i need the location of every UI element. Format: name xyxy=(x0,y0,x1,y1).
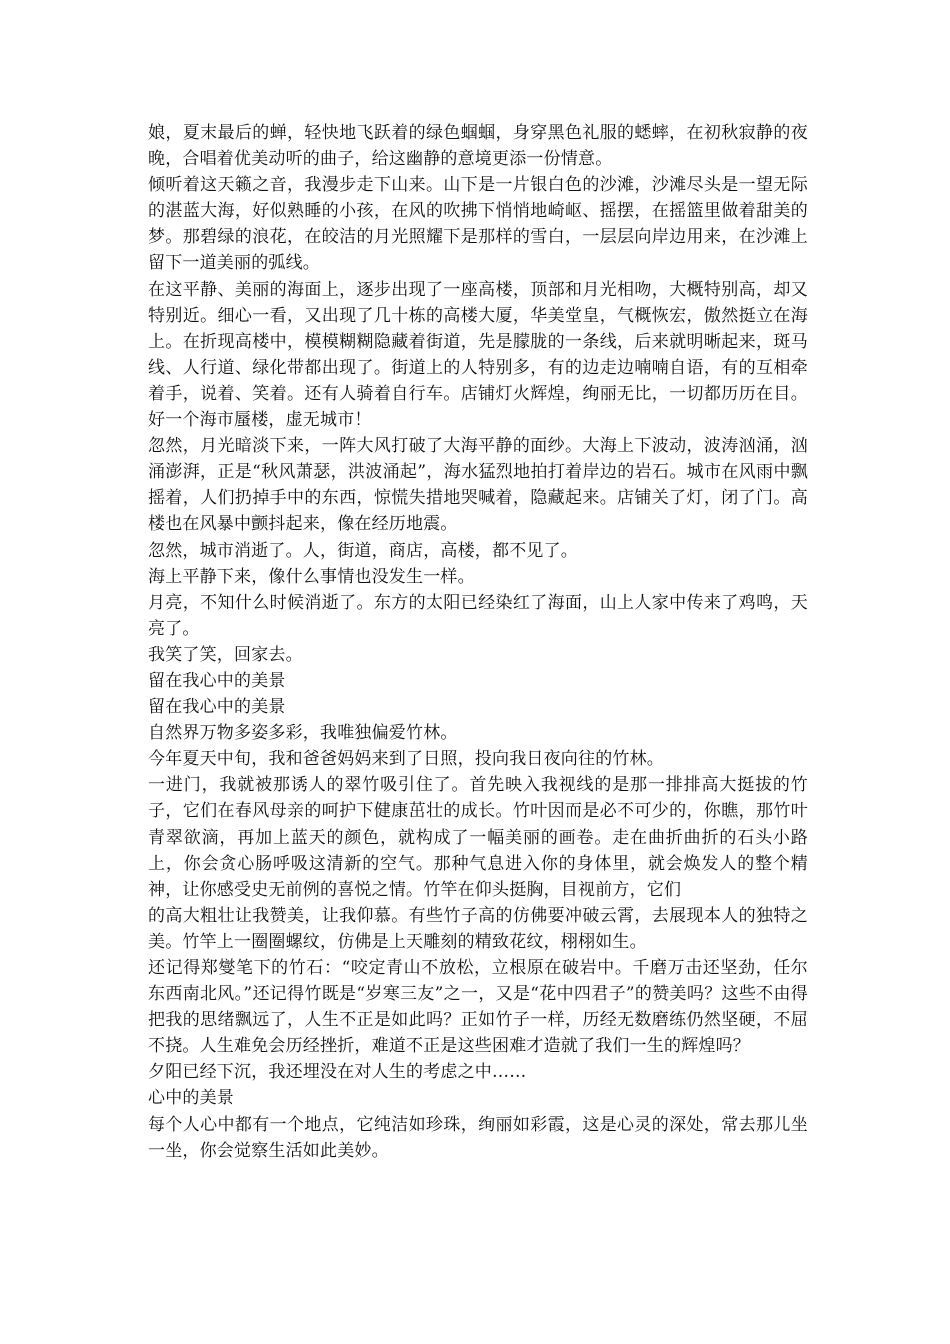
paragraph-dawn: 月亮，不知什么时候消逝了。东方的太阳已经染红了海面，山上人家中传来了鸡鸣，天亮了。 xyxy=(148,592,808,639)
paragraph-storm: 忽然，月光暗淡下来，一阵大风打破了大海平静的面纱。大海上下波动，波涛汹涌，汹涌澎湃，正是“秋风萧瑟，洪波涌起”，海水猛烈地拍打着岸边的岩石。城市在风雨中飘摇着，人们扔掉手中的东西，惊慌失措地哭喊着，隐藏起来。店铺关了灯，闭了门。高楼也在风暴中颤抖起来，像在经历地震。 xyxy=(148,436,808,535)
paragraph-cicada-chorus: 娘，夏末最后的蝉，轻快地飞跃着的绿色蝈蝈，身穿黑色礼服的蟋蟀，在初秋寂静的夜晚，合唱着优美动听的曲子，给这幽静的意境更添一份情意。 xyxy=(148,123,808,170)
paragraph-go-home: 我笑了笑，回家去。 xyxy=(148,644,303,665)
paragraph-heart-place: 每个人心中都有一个地点，它纯洁如珍珠，绚丽如彩霞，这是心灵的深处，常去那儿坐一坐，你会觉察生活如此美妙。 xyxy=(148,1114,808,1161)
section-title: 留在我心中的美景 xyxy=(148,670,286,691)
paragraph-city-vanished: 忽然，城市消逝了。人，街道，商店，高楼，都不见了。 xyxy=(148,540,578,561)
paragraph-bamboo-intro: 自然界万物多姿多彩，我唯独偏爱竹林。 xyxy=(148,723,458,744)
paragraph-beach-sea: 倾听着这天籁之音，我漫步走下山来。山下是一片银白色的沙滩，沙滩尽头是一望无际的湛蓝大海，好似熟睡的小孩，在风的吹拂下悄悄地崎岖、摇摆，在摇篮里做着甜美的梦。那碧绿的浪花，在皎洁的月光照耀下是那样的雪白，一层层向岸边用来，在沙滩上留下一道美丽的弧线。 xyxy=(148,175,808,274)
paragraph-zheng-xie-poem: 还记得郑燮笔下的竹石：“咬定青山不放松，立根原在破岩中。千磨万击还坚劲，任尔东西南北风。”还记得竹既是“岁寒三友”之一，又是“花中四君子”的赞美吗？这些不由得把我的思绪飘远了，人生不正是如此吗？正如竹子一样，历经无数磨练仍然坚硬，不屈不挠。人生难免会历经挫折，难道不正是这些困难才造就了我们一生的辉煌吗？ xyxy=(148,958,808,1057)
document-body xyxy=(148,120,808,1164)
paragraph-sunset: 夕阳已经下沉，我还埋没在对人生的考虑之中…… xyxy=(148,1062,527,1083)
paragraph-rizhao-trip: 今年夏天中旬，我和爸爸妈妈来到了日照，投向我日夜向往的竹林。 xyxy=(148,749,664,770)
paragraph-bamboo-forest: 一进门，我就被那诱人的翠竹吸引住了。首先映入我视线的是那一排排高大挺拔的竹子，它们在春风母亲的呵护下健康茁壮的成长。竹叶因而是必不可少的，你瞧，那竹叶青翠欲滴，再加上蓝天的颜色，就构成了一幅美丽的画卷。走在曲折曲折的石头小路上，你会贪心肠呼吸这清新的空气。那种气息进入你的身体里，就会焕发人的整个精神，让你感受史无前例的喜悦之情。竹竿在仰头挺胸，目视前方，它们 xyxy=(148,775,808,900)
section-title-heart: 心中的美景 xyxy=(148,1088,234,1109)
paragraph-mirage-city: 在这平静、美丽的海面上，逐步出现了一座高楼，顶部和月光相吻，大概特别高，却又特别近。细心一看，又出现了几十栋的高楼大厦，华美堂皇，气概恢宏，傲然挺立在海上。在折现高楼中，模模糊糊隐藏着街道，先是朦胧的一条线，后来就明晰起来，斑马线、人行道、绿化带都出现了。街道上的人特别多，有的边走边喃喃自语，有的互相牵着手，说着、笑着。还有人骑着自行车。店铺灯火辉煌，绚丽无比，一切都历历在目。好一个海市蜃楼，虚无城市！ xyxy=(148,279,808,431)
section-title-repeat: 留在我心中的美景 xyxy=(148,697,286,718)
paragraph-sea-calm: 海上平静下来，像什么事情也没发生一样。 xyxy=(148,566,475,587)
paragraph-bamboo-tall: 的高大粗壮让我赞美，让我仰慕。有些竹子高的仿佛要冲破云霄，去展现本人的独特之美。竹竿上一圈圈螺纹，仿佛是上天雕刻的精致花纹，栩栩如生。 xyxy=(148,905,808,952)
